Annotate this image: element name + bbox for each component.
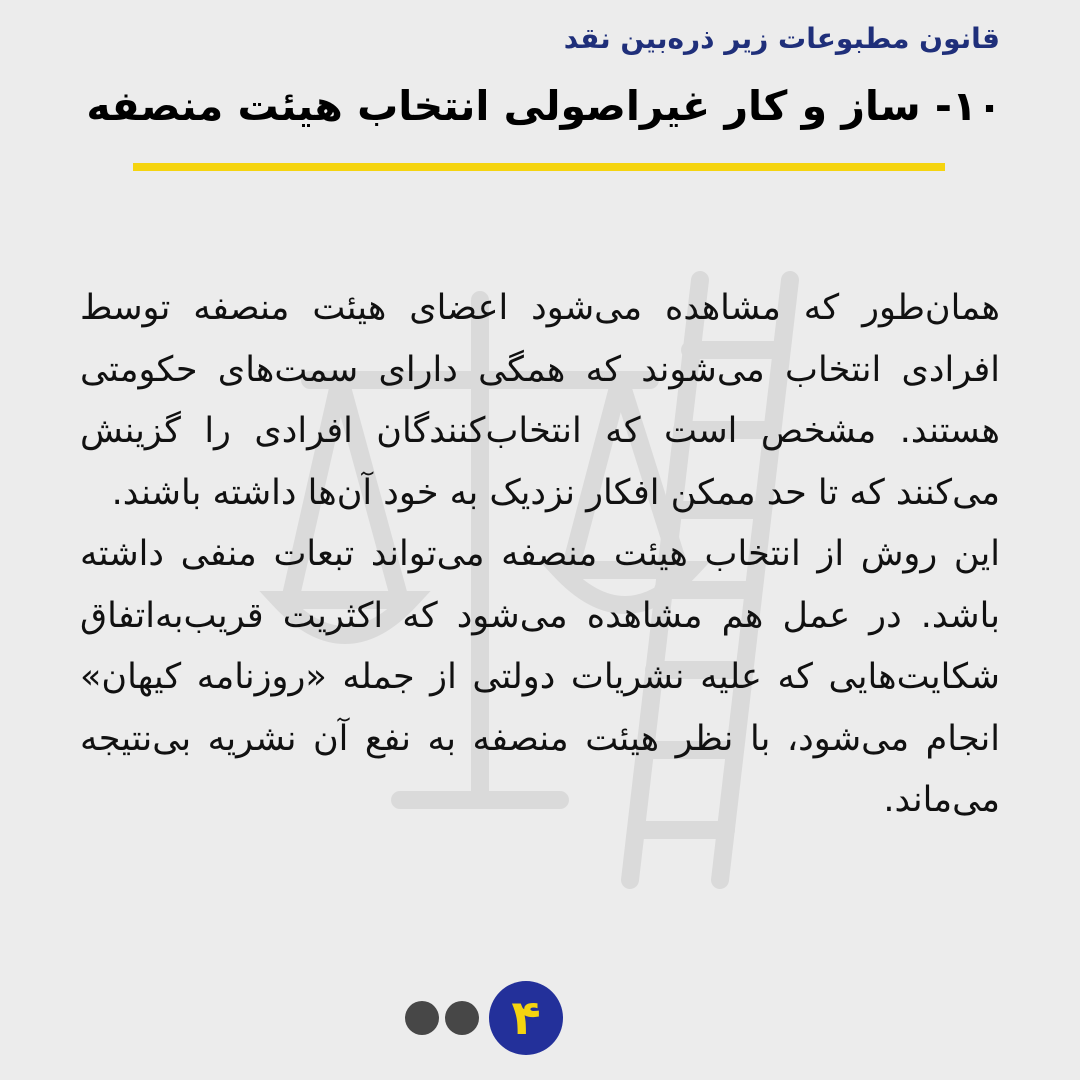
article-body	[80, 278, 1000, 832]
body-paragraph: این روش از انتخاب هیئت منصفه می‌تواند تبعات منفی داشته باشد. در عمل هم مشاهده می‌شود که اکثریت قریب‌به‌اتفاق شکایت‌هایی که علیه نشریات دولتی از جمله «روزنامه کیهان» انجام می‌شود، با نظر هیئت منصفه به نفع آن نشریه بی‌نتیجه می‌ماند.	[80, 534, 1000, 820]
body-paragraph: همان‌طور که مشاهده می‌شود اعضای هیئت منصفه توسط افرادی انتخاب می‌شوند که همگی دارای سمت‌های حکومتی هستند. مشخص است که انتخاب‌کنندگان افرادی را گزینش می‌کنند که تا حد ممکن افکار نزدیک به خود آن‌ها داشته باشند.	[80, 288, 1000, 513]
title-divider	[133, 163, 945, 171]
pager-dot	[445, 1001, 479, 1035]
slide-pager	[405, 981, 563, 1055]
series-title: قانون مطبوعات زیر ذره‌بین نقد	[563, 22, 1000, 55]
pager-dot	[405, 1001, 439, 1035]
page-number-badge: ۴	[489, 981, 563, 1055]
page-title: ۱۰- ساز و کار غیراصولی انتخاب هیئت منصفه	[86, 82, 1002, 130]
